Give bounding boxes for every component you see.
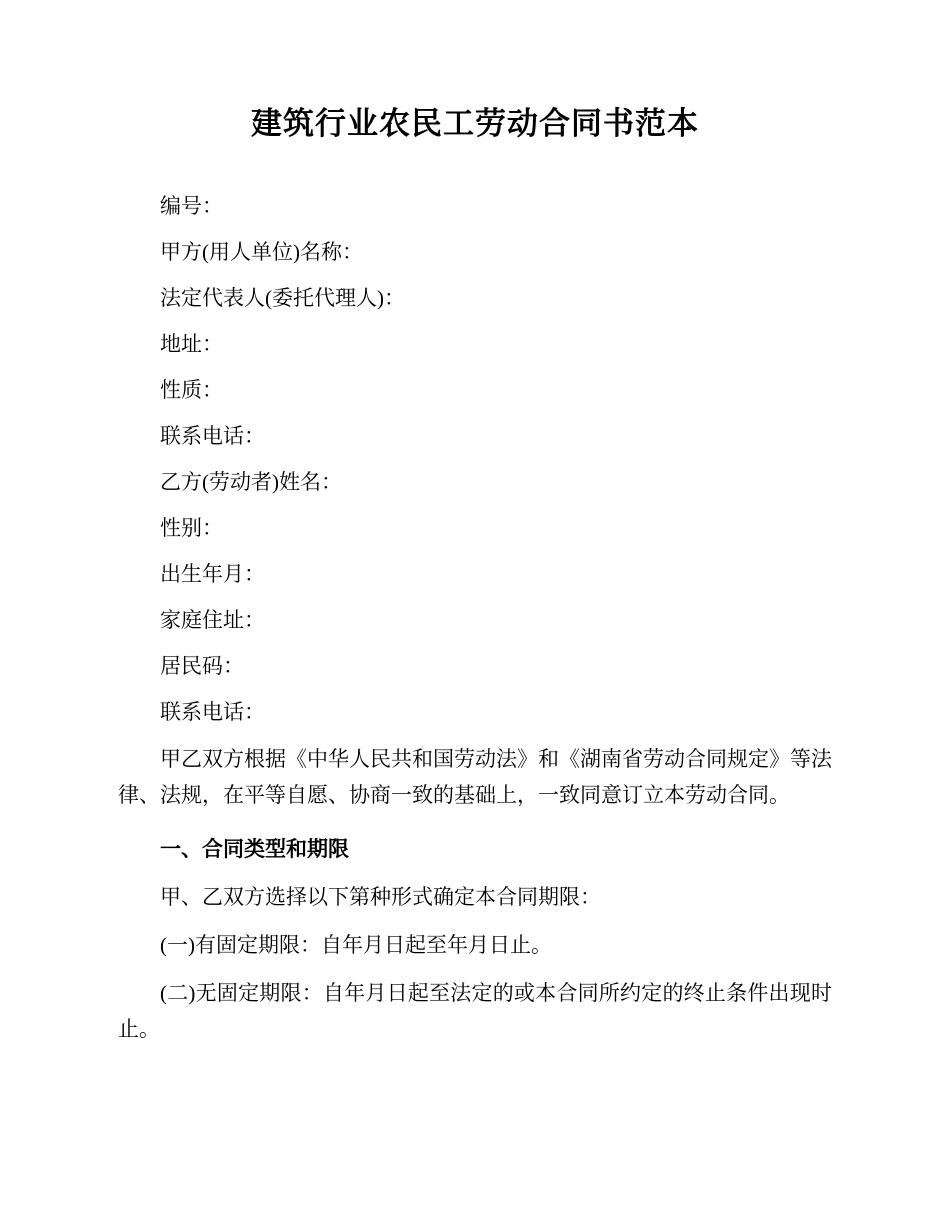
field-line-nature: 性质： [160, 377, 223, 402]
field-line-address: 地址： [160, 331, 223, 356]
field-line-birth-date: 出生年月： [160, 561, 265, 586]
field-line-gender: 性别： [160, 515, 223, 540]
field-line-legal-representative: 法定代表人(委托代理人)： [160, 285, 405, 310]
document-body [118, 143, 832, 1047]
section-one-paragraph-1: 甲、乙双方选择以下第种形式确定本合同期限： [160, 885, 601, 910]
field-line-number: 编号： [160, 193, 223, 218]
intro-paragraph: 甲乙双方根据《中华人民共和国劳动法》和《湖南省劳动合同规定》等法律、法规，在平等自愿、协商一致的基础上，一致同意订立本劳动合同。 [118, 747, 832, 808]
page-title: 建筑行业农民工劳动合同书范本 [251, 106, 699, 142]
section-one-paragraph-3: (二)无固定期限：自年月日起至法定的或本合同所约定的终止条件出现时止。 [118, 981, 832, 1042]
field-line-resident-id: 居民码： [160, 653, 244, 678]
field-line-employer-phone: 联系电话： [160, 423, 265, 448]
section-one-paragraph-2: (一)有固定期限：自年月日起至年月日止。 [160, 933, 552, 958]
field-line-worker-name: 乙方(劳动者)姓名： [160, 469, 342, 494]
field-line-employer-name: 甲方(用人单位)名称： [160, 239, 363, 264]
section-heading-one: 一、合同类型和期限 [160, 837, 349, 862]
field-line-home-address: 家庭住址： [160, 607, 265, 632]
field-line-worker-phone: 联系电话： [160, 699, 265, 724]
